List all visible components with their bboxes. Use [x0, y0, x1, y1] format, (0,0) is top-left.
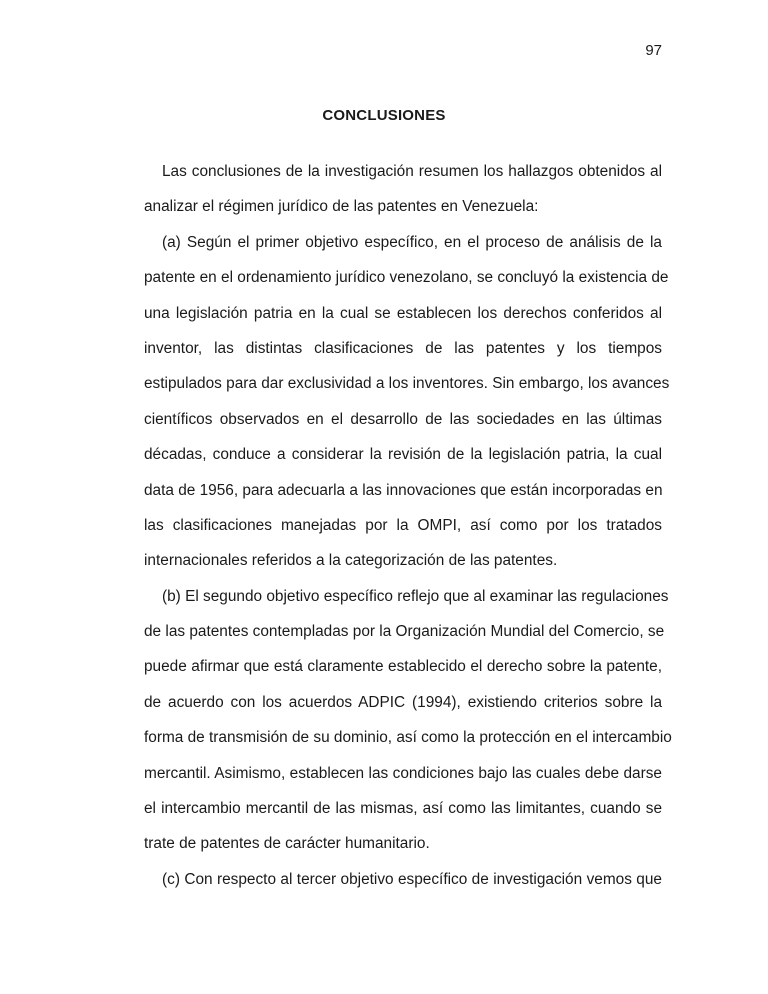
- paragraph-intro-line: analizar el régimen jurídico de las patentes en Venezuela:: [144, 198, 539, 216]
- paragraph-a-line: inventor, las distintas clasificaciones de las patentes y los tiempos: [144, 339, 662, 357]
- paragraph-a-line: estipulados para dar exclusividad a los inventores. Sin embargo, los avances: [144, 375, 670, 393]
- paragraph-b-line: trate de patentes de carácter humanitario.: [144, 835, 430, 853]
- paragraph-a-line: patente en el ordenamiento jurídico venezolano, se concluyó la existencia de: [144, 269, 669, 287]
- paragraph-a-line: internacionales referidos a la categorización de las patentes.: [144, 552, 558, 570]
- paragraph-a-line: data de 1956, para adecuarla a las innovaciones que están incorporadas en: [144, 481, 663, 499]
- paragraph-a-line: científicos observados en el desarrollo de las sociedades en las últimas: [144, 410, 662, 428]
- paragraph-intro-line: Las conclusiones de la investigación resumen los hallazgos obtenidos al: [162, 163, 662, 180]
- paragraph-b-line: forma de transmisión de su dominio, así como la protección en el intercambio: [144, 729, 672, 747]
- page-number: 97: [645, 42, 662, 59]
- paragraph-b-line: puede afirmar que está claramente establecido el derecho sobre la patente,: [144, 658, 662, 676]
- paragraph-a-line: décadas, conduce a considerar la revisión de la legislación patria, la cual: [144, 446, 662, 464]
- paragraph-b-line: de las patentes contempladas por la Organización Mundial del Comercio, se: [144, 623, 665, 641]
- paragraph-a-line: las clasificaciones manejadas por la OMPI, así como por los tratados: [144, 516, 662, 534]
- paragraph-a-line: una legislación patria en la cual se establecen los derechos conferidos al: [144, 304, 662, 322]
- paragraph-c-line: (c) Con respecto al tercer objetivo específico de investigación vemos que: [162, 870, 662, 888]
- paragraph-b-line: (b) El segundo objetivo específico reflejo que al examinar las regulaciones: [162, 587, 669, 605]
- document-body: [144, 162, 672, 905]
- paragraph-b-line: mercantil. Asimismo, establecen las condiciones bajo las cuales debe darse: [144, 764, 662, 782]
- section-heading: CONCLUSIONES: [322, 107, 446, 124]
- paragraph-b-line: el intercambio mercantil de las mismas, así como las limitantes, cuando se: [144, 800, 662, 818]
- paragraph-b-line: de acuerdo con los acuerdos ADPIC (1994), existiendo criterios sobre la: [144, 693, 662, 711]
- paragraph-a-line: (a) Según el primer objetivo específico, en el proceso de análisis de la: [162, 233, 662, 251]
